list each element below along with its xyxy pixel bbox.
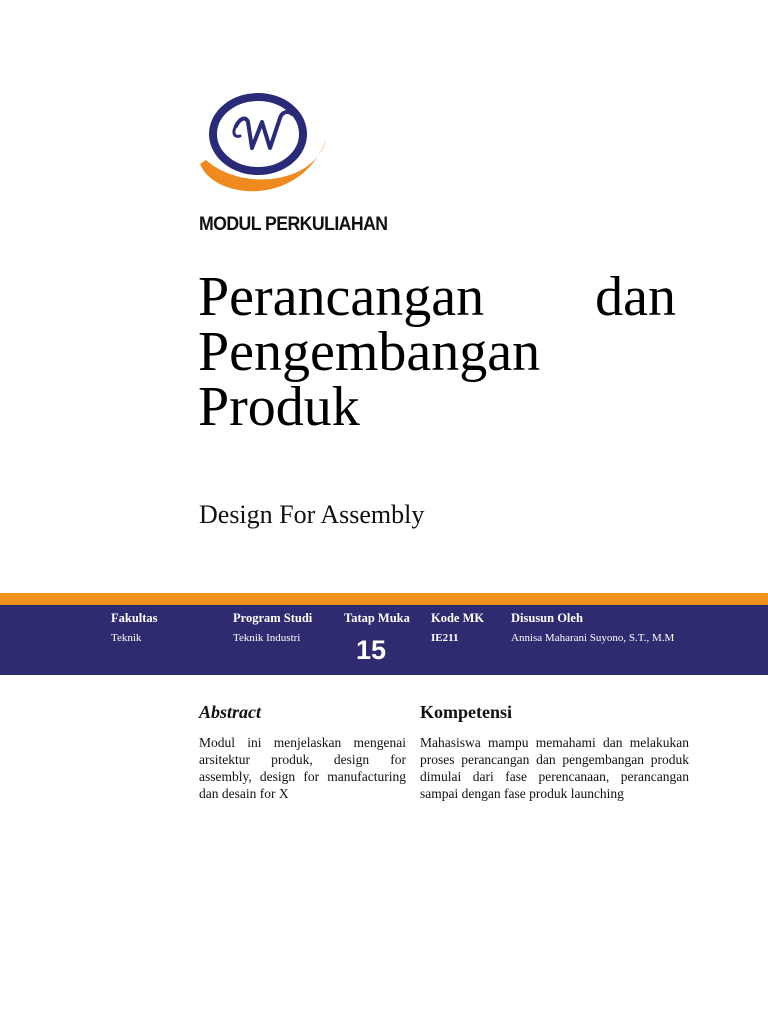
disusun-oleh-value: Annisa Maharani Suyono, S.T., M.M xyxy=(511,632,675,644)
info-fakultas xyxy=(111,611,158,644)
disusun-oleh-label: Disusun Oleh xyxy=(511,611,583,625)
university-logo xyxy=(196,88,330,206)
fakultas-label: Fakultas xyxy=(111,611,158,625)
info-disusun-oleh xyxy=(511,611,674,644)
w-logo-icon xyxy=(196,88,330,206)
kode-mk-label: Kode MK xyxy=(431,611,485,625)
program-studi-value: Teknik Industri xyxy=(233,632,301,644)
accent-bar xyxy=(0,593,768,605)
abstract-heading: Abstract xyxy=(199,702,262,722)
course-info-band xyxy=(0,605,768,675)
tatap-muka-value: 15 xyxy=(356,635,387,665)
info-kode-mk xyxy=(431,611,484,644)
kompetensi-text: Mahasiswa mampu memahami dan melakukan proses perancangan dan pengembangan produk dimulai dari fase perencanaan, perancangan sampai dengan fase produk launching xyxy=(420,735,689,801)
tatap-muka-label: Tatap Muka xyxy=(344,611,410,625)
course-title: Perancangan dan Pengembangan Produk xyxy=(198,266,676,438)
course-subtitle: Design For Assembly xyxy=(199,500,425,529)
info-tatap-muka xyxy=(344,611,410,626)
program-studi-label: Program Studi xyxy=(233,611,313,625)
module-label: MODUL PERKULIAHAN xyxy=(199,214,388,235)
kode-mk-value: IE211 xyxy=(431,632,459,644)
info-program-studi xyxy=(233,611,312,644)
fakultas-value: Teknik xyxy=(111,632,142,644)
kompetensi-heading: Kompetensi xyxy=(420,702,512,722)
abstract-text: Modul ini menjelaskan mengenai arsitektur produk, design for assembly, design for manufacturing dan desain for X xyxy=(199,735,406,801)
